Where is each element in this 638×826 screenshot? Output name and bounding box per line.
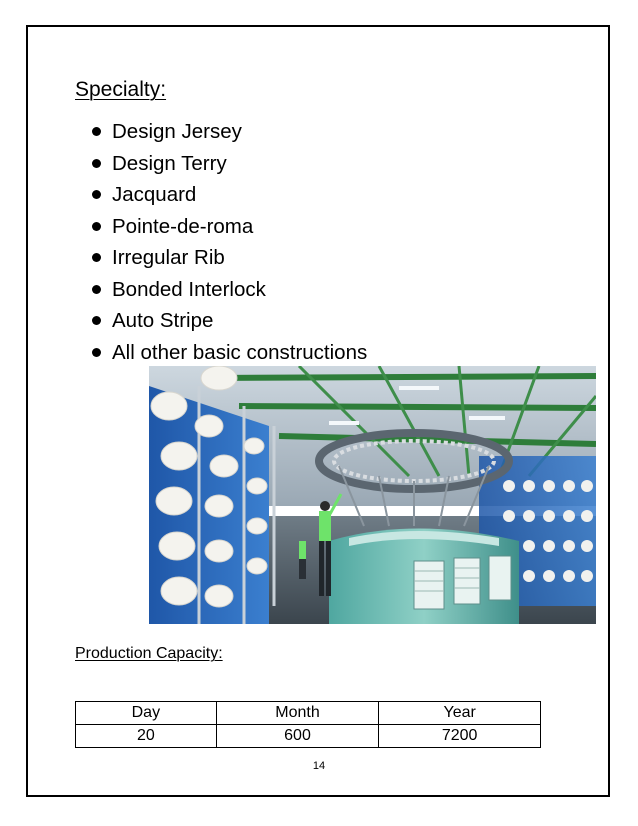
table-cell: 20 [76,725,217,748]
table-cell: 600 [216,725,379,748]
bullet-icon [92,316,101,325]
specialty-heading: Specialty: [75,78,167,101]
list-item-label: Design Terry [112,151,227,175]
list-item-label: Irregular Rib [112,246,225,269]
production-capacity-table [75,701,541,748]
list-item-label: Jacquard [112,183,197,206]
list-item [92,116,367,148]
list-item [92,148,367,180]
list-item [92,337,367,369]
list-item [92,179,367,211]
table-header-cell: Month [216,702,379,725]
bullet-icon [92,159,101,168]
list-item-label: All other basic constructions [112,340,368,364]
table-row [76,725,541,748]
page-number: 14 [312,760,326,772]
table-cell: 7200 [379,725,541,748]
list-item-label: Design Jersey [112,120,242,143]
list-item [92,211,367,243]
specialty-list [92,116,367,368]
list-item-label: Pointe-de-roma [112,214,254,238]
bullet-icon [92,190,101,199]
bullet-icon [92,285,101,294]
list-item [92,305,367,337]
table-header-cell: Year [379,702,541,725]
list-item-label: Auto Stripe [112,309,214,332]
table-header-cell: Day [76,702,217,725]
table-header-row [76,702,541,725]
production-capacity-heading: Production Capacity: [75,645,223,662]
list-item [92,242,367,274]
bullet-icon [92,253,101,262]
list-item-label: Bonded Interlock [112,277,266,301]
knitting-factory-photo [149,366,596,624]
bullet-icon [92,348,101,357]
list-item [92,274,367,306]
bullet-icon [92,127,101,136]
bullet-icon [92,222,101,231]
